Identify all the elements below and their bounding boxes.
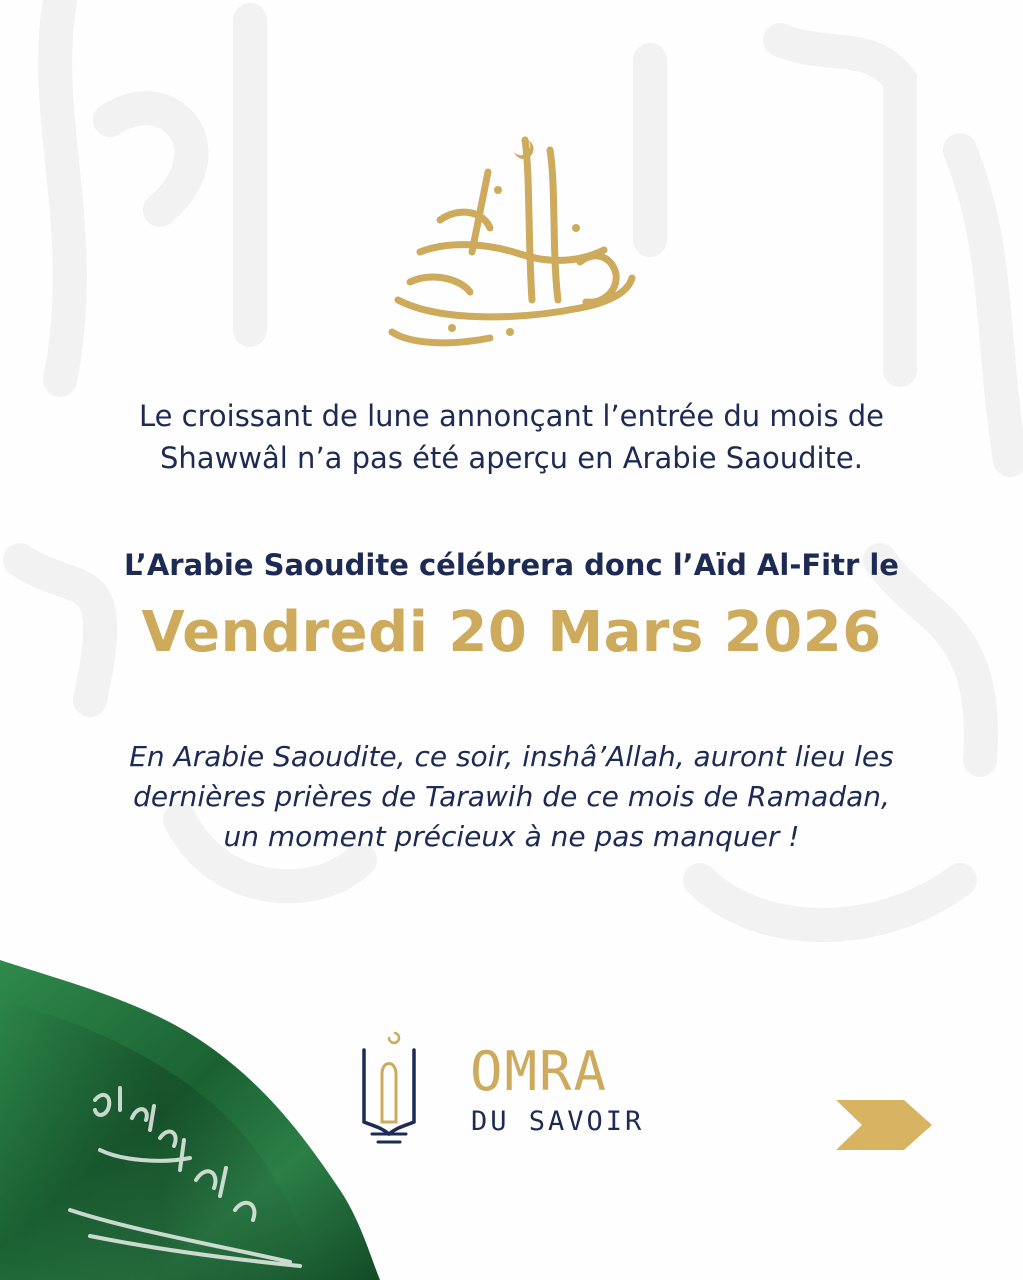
intro-line-2: Shawwâl n’a pas été aperçu en Arabie Saoudite.: [160, 441, 863, 475]
note-line-3: un moment précieux à ne pas manquer !: [223, 820, 800, 853]
next-arrow-icon[interactable]: [832, 1098, 934, 1152]
omra-du-savoir-logo: [358, 1030, 663, 1155]
eid-date: Vendredi 20 Mars 2026: [141, 600, 882, 665]
intro-line-1: Le croissant de lune annonçant l’entrée du mois de: [138, 399, 885, 433]
headline: L’Arabie Saoudite célébrera donc l’Aïd Al-Fitr le: [124, 548, 899, 582]
logo-word-du-savoir: DU SAVOIR: [471, 1106, 645, 1137]
note-line-2: dernières prières de Tarawih de ce mois de Ramadan,: [133, 780, 890, 813]
book-minaret-logo-icon: [358, 1030, 420, 1148]
eid-al-fitr-calligraphy-icon: [380, 132, 642, 350]
logo-word-omra: OMRA: [470, 1040, 609, 1103]
note-line-1: En Arabie Saoudite, ce soir, inshâ’Allah, auront lieu les: [129, 740, 894, 773]
intro-text: [40, 395, 983, 479]
tarawih-note: [40, 737, 983, 857]
